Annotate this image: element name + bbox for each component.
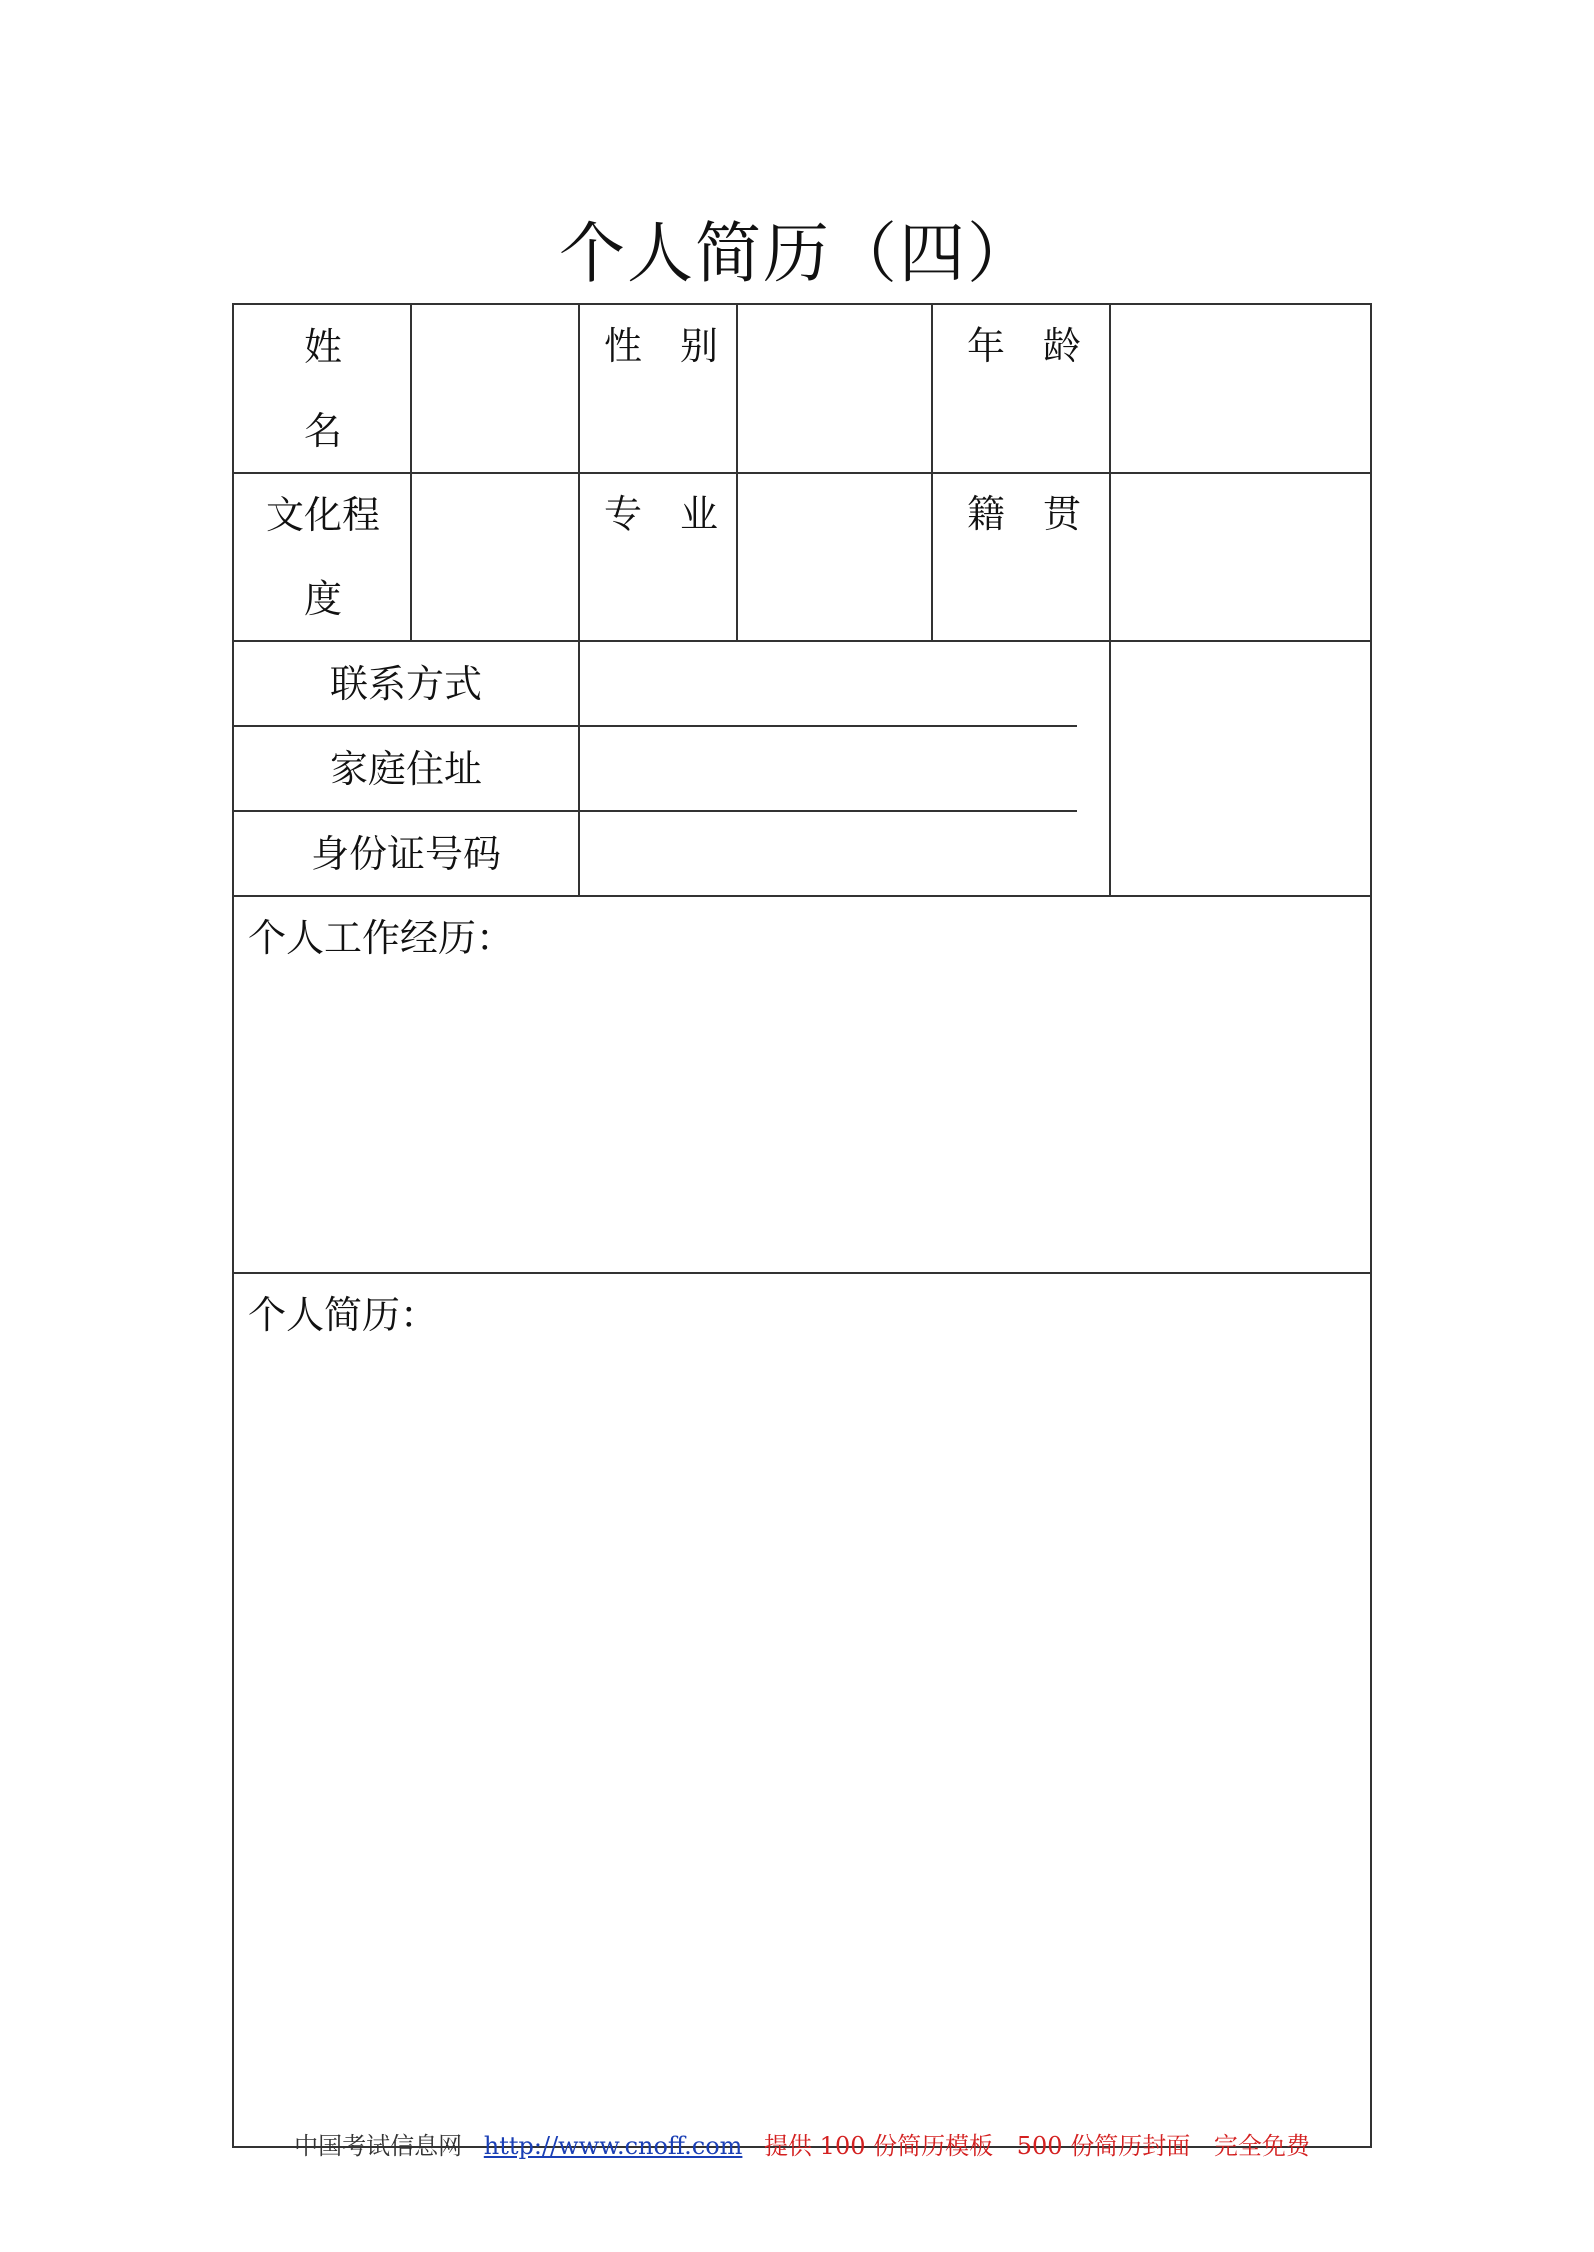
- address-label: 家庭住址: [329, 747, 482, 791]
- resume-label: 个人简历：: [248, 1293, 439, 1337]
- address-field[interactable]: [580, 727, 1109, 810]
- row-divider: [234, 1272, 1370, 1274]
- footer-promo-templates: 提供 100 份简历模板: [764, 2132, 994, 2160]
- native-place-label: 籍 贯: [967, 492, 1082, 536]
- education-label: [234, 473, 412, 641]
- footer-promo-covers: 500 份简历封面: [1016, 2132, 1191, 2160]
- native-place-field[interactable]: [1111, 474, 1370, 640]
- footer: [232, 2126, 1372, 2161]
- column-divider: [931, 305, 933, 640]
- work-history-field[interactable]: [234, 965, 1370, 1272]
- contact-field[interactable]: [580, 642, 1109, 725]
- gender-label: 性 别: [604, 324, 719, 368]
- age-field[interactable]: [1111, 305, 1370, 472]
- id-number-label: 身份证号码: [310, 832, 501, 876]
- photo-box[interactable]: [1111, 642, 1370, 895]
- education-label-line1: 文化程: [265, 493, 380, 537]
- footer-promo-free: 完全免费: [1213, 2132, 1310, 2160]
- name-label-line2: 名: [303, 409, 342, 453]
- education-field[interactable]: [412, 474, 578, 640]
- page-title: 个人简历（四）: [559, 215, 1035, 292]
- name-label: [234, 305, 412, 473]
- age-label: 年 龄: [967, 324, 1082, 368]
- education-label-line2: 度: [303, 577, 342, 621]
- resume-field[interactable]: [234, 1345, 1370, 2135]
- resume-form: [232, 303, 1372, 2148]
- work-history-label: 个人工作经历：: [248, 916, 515, 960]
- gender-field[interactable]: [738, 305, 931, 472]
- name-label-line1: 姓: [303, 325, 342, 369]
- name-field[interactable]: [412, 305, 578, 472]
- footer-url-link[interactable]: http://www.cnoff.com: [483, 2132, 743, 2160]
- id-number-field[interactable]: [580, 812, 1109, 895]
- major-field[interactable]: [738, 474, 931, 640]
- footer-site-name: 中国考试信息网: [294, 2132, 463, 2160]
- major-label: 专 业: [604, 492, 719, 536]
- contact-label: 联系方式: [329, 662, 482, 706]
